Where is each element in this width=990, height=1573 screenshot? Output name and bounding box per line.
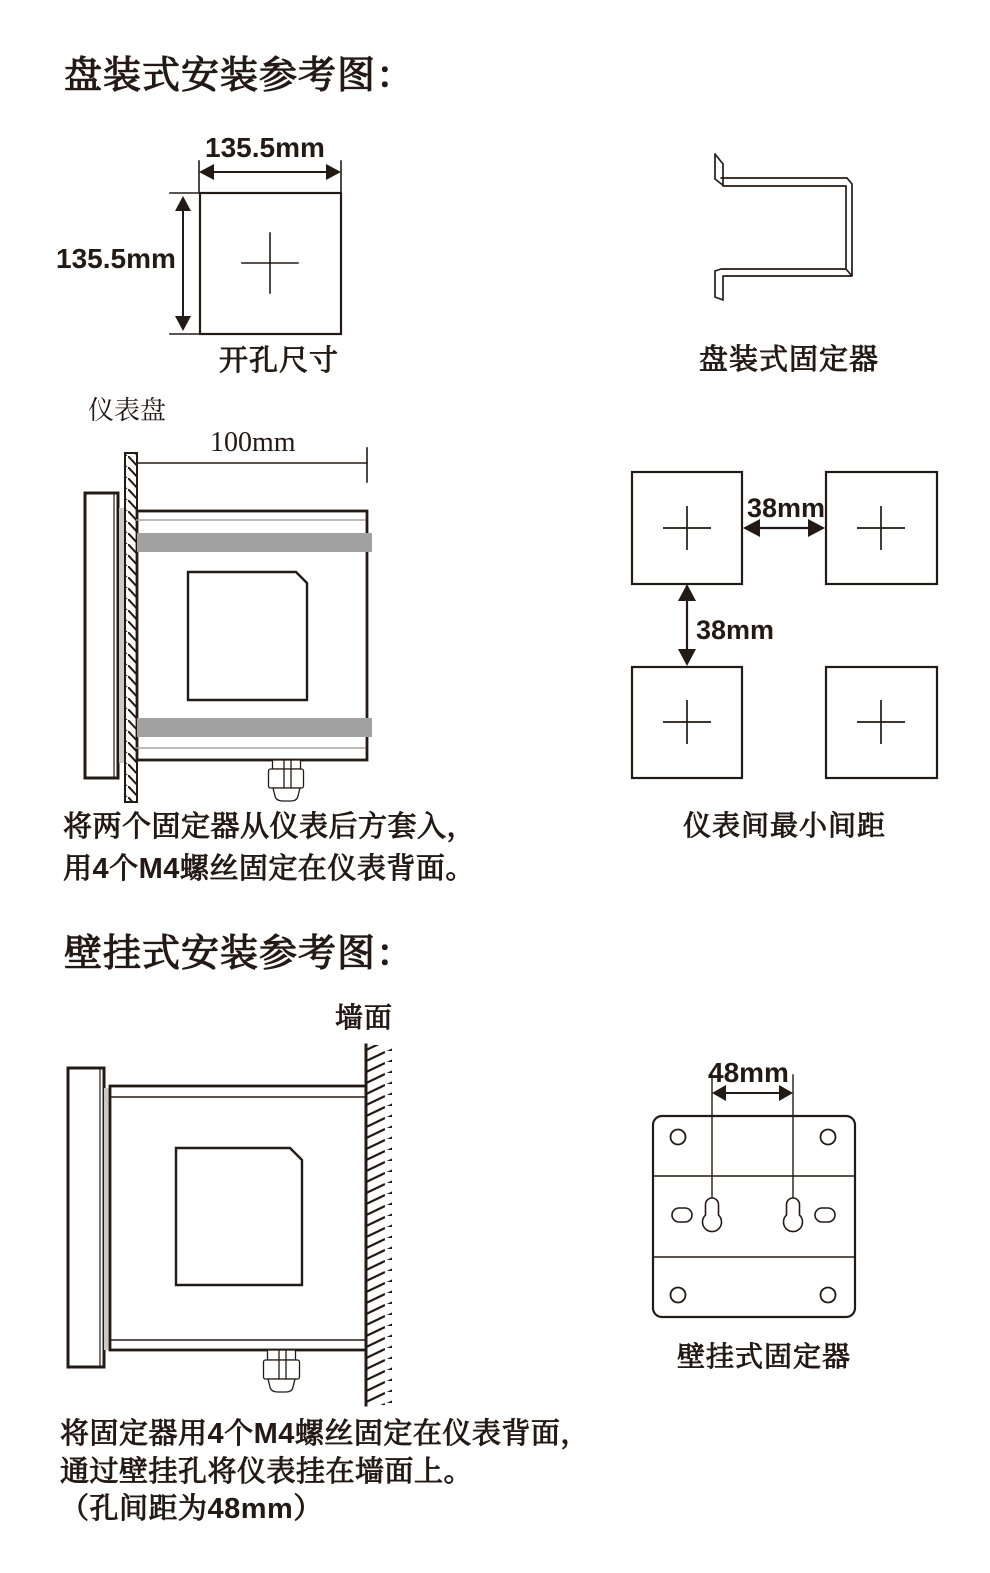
depth-dimension-label: 100mm xyxy=(210,427,296,458)
h-spacing-label: 38mm xyxy=(747,493,826,523)
panel-note-line-2: 用4个M4螺丝固定在仪表背面。 xyxy=(63,853,475,885)
cable-gland xyxy=(264,1350,300,1392)
cable-gland xyxy=(269,760,304,801)
extension-lines xyxy=(199,161,341,193)
panel-bracket-diagram xyxy=(700,145,870,305)
fixer-band-bottom xyxy=(137,718,372,737)
panel-hatch-bar xyxy=(125,453,137,802)
cutout-diagram xyxy=(165,140,350,340)
wall-section-title: 壁挂式安装参考图： xyxy=(64,933,416,975)
panel-section-title: 盘装式安装参考图： xyxy=(64,55,416,97)
spacing-caption: 仪表间最小间距 xyxy=(683,810,887,841)
wall-side-view xyxy=(60,1040,400,1410)
wall-note-line-2: 通过壁挂孔将仪表挂在墙面上。 xyxy=(60,1456,474,1488)
front-bezel xyxy=(68,1068,104,1367)
wall-note-line-3: （孔间距为48mm） xyxy=(60,1493,323,1525)
terminal-window xyxy=(176,1148,302,1285)
fixer-band-top xyxy=(137,533,372,552)
wall-surface-label: 墙面 xyxy=(335,1002,394,1033)
wall-note-line-1: 将固定器用4个M4螺丝固定在仪表背面， xyxy=(60,1418,590,1450)
plate-hole-spacing-label: 48mm xyxy=(708,1057,789,1088)
panel-bracket-caption: 盘装式固定器 xyxy=(699,344,880,376)
cutout-width-label: 135.5mm xyxy=(205,132,325,163)
panel-side-view xyxy=(80,445,380,810)
panel-note-line-1: 将两个固定器从仪表后方套入， xyxy=(63,811,477,843)
instrument-panel-label: 仪表盘 xyxy=(88,396,167,425)
wall-hatch xyxy=(367,1045,392,1405)
v-spacing-label: 38mm xyxy=(696,615,775,645)
cutout-caption: 开孔尺寸 xyxy=(219,345,340,377)
cutout-height-label: 135.5mm xyxy=(56,243,176,274)
front-bezel xyxy=(85,493,118,778)
terminal-window xyxy=(188,572,307,700)
wall-plate-diagram xyxy=(645,1050,865,1330)
bracket-outline xyxy=(715,154,852,300)
wall-plate-caption: 壁挂式固定器 xyxy=(677,1341,852,1372)
